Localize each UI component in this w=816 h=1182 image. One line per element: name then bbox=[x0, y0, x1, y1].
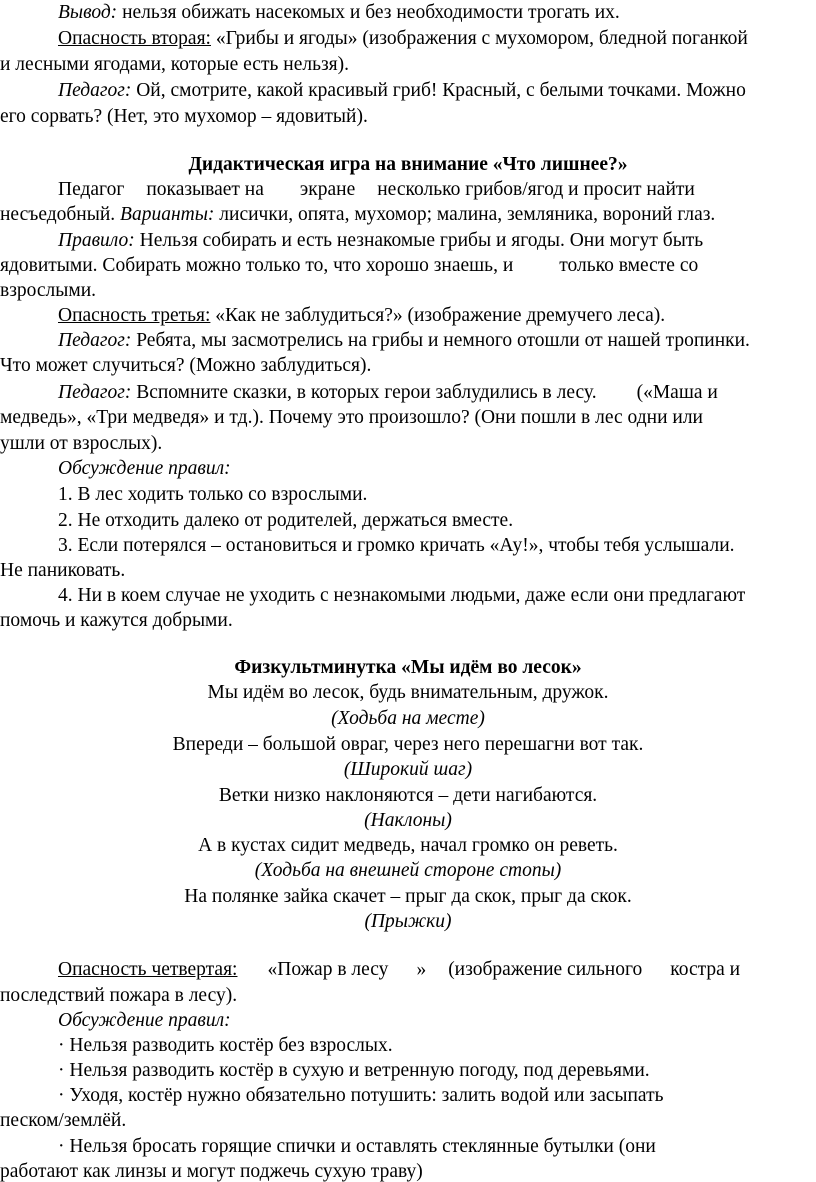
danger-four-line bbox=[58, 957, 740, 982]
teacher-3-line-1 bbox=[58, 380, 718, 405]
game-title: Дидактическая игра на внимание «Что лишнее?» bbox=[188, 154, 628, 175]
game-variants-text: лисички, опята, мухомор; малина, земляника, вороний глаз. bbox=[214, 204, 716, 225]
fire-rule-2: · Нельзя разводить костёр в сухую и ветренную погоду, под деревьями. bbox=[58, 1060, 650, 1081]
danger-three-line bbox=[58, 303, 665, 328]
fizkult-line: Впереди – большой овраг, через него перешагни вот так. bbox=[172, 734, 644, 755]
rule-line-3: взрослыми. bbox=[0, 280, 97, 301]
rule-text-2b: только вместе со bbox=[559, 255, 699, 276]
teacher-3-label: Педагог: bbox=[58, 382, 132, 403]
rules-discussion-heading-2: Обсуждение правил: bbox=[58, 1010, 231, 1031]
fizkult-title: Физкультминутка «Мы идём во лесок» bbox=[234, 657, 582, 678]
fire-rule-4-cont: работают как линзы и могут поджечь сухую траву) bbox=[0, 1161, 423, 1182]
rules-discussion-heading: Обсуждение правил: bbox=[58, 458, 231, 479]
game-text-1d: несколько грибов/ягод и просит найти bbox=[377, 179, 695, 200]
fizkult-line: На полянке зайка скачет – прыг да скок, прыг да скок. bbox=[184, 886, 632, 907]
rule-line-2 bbox=[0, 253, 698, 278]
danger-four-text-4: костра и bbox=[670, 959, 741, 980]
teacher-3-text-1a: Вспомните сказки, в которых герои заблудились в лесу. bbox=[131, 382, 597, 403]
danger-four-label: Опасность четвертая: bbox=[58, 959, 238, 980]
game-text-2a: несъедобный. bbox=[0, 204, 121, 225]
game-variants-label: Варианты: bbox=[120, 204, 215, 225]
danger-four-text-3: (изображение сильного bbox=[448, 959, 643, 980]
fire-rule-1: · Нельзя разводить костёр без взрослых. bbox=[58, 1035, 393, 1056]
danger-two-label: Опасность вторая: bbox=[58, 28, 211, 49]
game-line-2 bbox=[0, 202, 715, 227]
teacher-3-line-2: медведь», «Три медведя» и тд.). Почему это произошло? (Они пошли в лес одни или bbox=[0, 407, 703, 428]
rule-item-3-cont: Не паниковать. bbox=[0, 560, 126, 581]
teacher-3-text-1b: («Маша и bbox=[636, 382, 718, 403]
fire-rule-4: · Нельзя бросать горящие спички и оставлять стеклянные бутылки (они bbox=[58, 1136, 656, 1157]
conclusion-label: Вывод: bbox=[58, 2, 118, 23]
fizkult-line: Мы идём во лесок, будь внимательным, дружок. bbox=[207, 682, 609, 703]
game-text-1a: Педагог bbox=[58, 179, 125, 200]
rule-item-1: 1. В лес ходить только со взрослыми. bbox=[58, 484, 368, 505]
danger-four-line-2: последствий пожара в лесу). bbox=[0, 985, 238, 1006]
conclusion-line bbox=[58, 0, 620, 25]
teacher-text: Ой, смотрите, какой красивый гриб! Красный, с белыми точками. Можно bbox=[131, 80, 746, 101]
game-line-1 bbox=[58, 177, 695, 202]
fizkult-line: Ветки низко наклоняются – дети нагибаются. bbox=[218, 785, 598, 806]
game-text-1c: экране bbox=[299, 179, 356, 200]
rule-item-2: 2. Не отходить далеко от родителей, держаться вместе. bbox=[58, 510, 514, 531]
fire-rule-3-cont: песком/землёй. bbox=[0, 1110, 127, 1131]
danger-three-label: Опасность третья: bbox=[58, 305, 211, 326]
fizkult-action: (Прыжки) bbox=[364, 911, 452, 932]
fizkult-action: (Ходьба на внешней стороне стопы) bbox=[254, 860, 562, 881]
teacher-2-line-1 bbox=[58, 328, 750, 353]
danger-four-text-1: «Пожар в лесу bbox=[267, 959, 389, 980]
teacher-label: Педагог: bbox=[58, 80, 132, 101]
danger-three-text: «Как не заблудиться?» (изображение дремучего леса). bbox=[210, 305, 666, 326]
danger-two-line-2: и лесными ягодами, которые есть нельзя). bbox=[0, 54, 350, 75]
conclusion-text: нельзя обижать насекомых и без необходимости трогать их. bbox=[117, 2, 620, 23]
danger-two-line bbox=[58, 26, 748, 51]
rule-item-4-cont: помочь и кажутся добрыми. bbox=[0, 610, 233, 631]
danger-two-text: «Грибы и ягоды» (изображения с мухомором, бледной поганкой bbox=[210, 28, 748, 49]
fire-rule-3: · Уходя, костёр нужно обязательно потушить: залить водой или засыпать bbox=[58, 1085, 664, 1106]
game-text-1b: показывает на bbox=[146, 179, 264, 200]
teacher-line-2: его сорвать? (Нет, это мухомор – ядовитый). bbox=[0, 106, 368, 127]
rule-item-3: 3. Если потерялся – остановиться и громко кричать «Ау!», чтобы тебя услышали. bbox=[58, 535, 735, 556]
fizkult-line: А в кустах сидит медведь, начал громко он реветь. bbox=[198, 835, 618, 856]
fizkult-action: (Наклоны) bbox=[364, 810, 452, 831]
danger-four-text-2: » bbox=[416, 959, 427, 980]
fizkult-action: (Широкий шаг) bbox=[343, 759, 473, 780]
rule-line-1 bbox=[58, 228, 703, 253]
teacher-2-label: Педагог: bbox=[58, 330, 132, 351]
teacher-3-line-3: ушли от взрослых). bbox=[0, 433, 163, 454]
rule-label: Правило: bbox=[58, 230, 135, 251]
teacher-2-text-1: Ребята, мы засмотрелись на грибы и немного отошли от нашей тропинки. bbox=[131, 330, 750, 351]
teacher-2-line-2: Что может случиться? (Можно заблудиться). bbox=[0, 355, 372, 376]
rule-text-2a: ядовитыми. Собирать можно только то, что хорошо знаешь, и bbox=[0, 255, 514, 276]
fizkult-action: (Ходьба на месте) bbox=[331, 708, 485, 729]
rule-item-4: 4. Ни в коем случае не уходить с незнакомыми людьми, даже если они предлагают bbox=[58, 585, 746, 606]
teacher-line bbox=[58, 78, 746, 103]
rule-text-1: Нельзя собирать и есть незнакомые грибы и ягоды. Они могут быть bbox=[134, 230, 704, 251]
